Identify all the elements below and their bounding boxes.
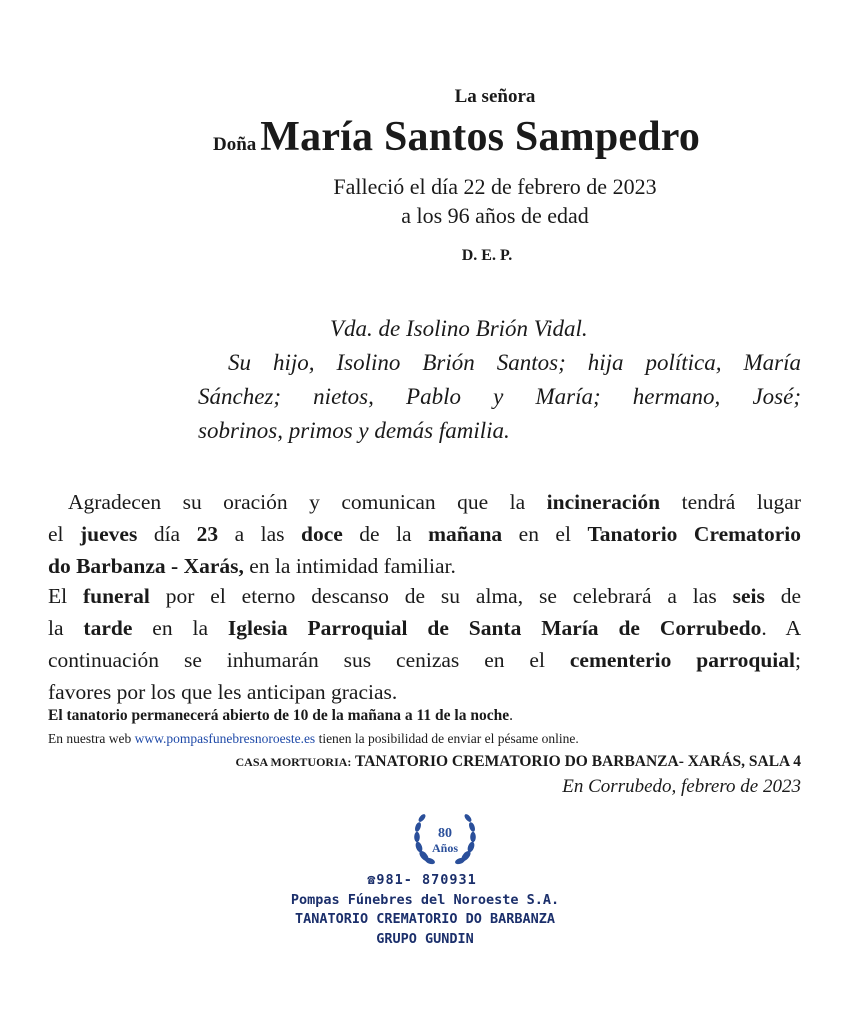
text: Agradecen su oración y comunican que la [68,490,547,514]
announcement-line-1 [48,486,801,518]
announcement-line-2 [48,518,801,550]
rip-abbrev: D. E. P. [461,247,513,264]
text: en el [502,522,588,546]
funeral-home-label: CASA MORTUORIA: [235,755,352,769]
text-bold: incineración [546,490,661,514]
text: el [48,522,81,546]
text: tendrá lugar [660,490,801,514]
text: El [48,584,83,608]
text-bold: mañana [428,522,503,546]
text: de [764,584,801,608]
text: a las [218,522,301,546]
text-bold: Tanatorio Crematorio [587,522,801,546]
text: en la [132,616,228,640]
family-line-3: Sánchez; nietos, Pablo y María; hermano, José; [198,384,801,409]
text-bold: cementerio parroquial [569,648,796,672]
funeral-home-line [0,753,801,771]
text: la [48,616,84,640]
text: día [137,522,197,546]
place-and-date: En Corrubedo, febrero de 2023 [562,776,801,797]
phone-number: 981- 870931 [376,872,477,888]
text: ; [795,648,801,672]
text: . A [761,616,801,640]
text-bold: do Barbanza - Xarás, [48,554,244,578]
announcement-line-7: favores por los que les anticipan gracias. [48,680,398,704]
web-condolence-line [48,731,579,747]
announcement-line-6 [48,644,801,676]
text-bold: funeral [82,584,150,608]
phone-line [0,872,850,888]
text-bold: El tanatorio permanecerá abierto de 10 de la mañana a 11 de la noche [48,707,510,724]
family-line-1: Vda. de Isolino Brión Vidal. [330,316,588,341]
date-of-death: Falleció el día 22 de febrero de 2023 [333,174,657,199]
text: En nuestra web [48,731,135,746]
tanatorio-hours [48,707,513,725]
announcement-line-3 [48,550,801,582]
family-line-2: Su hijo, Isolino Brión Santos; hija política, María [228,350,801,375]
logo-text: Años [431,841,459,855]
text: en la intimidad familiar. [243,554,456,578]
family-line-4: sobrinos, primos y demás familia. [198,418,510,443]
laurel-wreath-icon [410,806,480,876]
text-bold: 23 [196,522,219,546]
text: . [509,707,513,724]
text-bold: tarde [83,616,133,640]
honorific: Doña [213,134,257,155]
tanatorio-name: TANATORIO CREMATORIO DO BARBANZA [294,911,556,927]
80-years-laurel-logo [410,806,480,876]
logo-number: 80 [438,826,452,841]
text: tienen la posibilidad de enviar el pésame online. [315,731,579,746]
deceased-name-line [213,113,700,161]
text-bold: Iglesia Parroquial de Santa María de Corrubedo [227,616,762,640]
text-bold: doce [301,522,343,546]
announcement-line-4 [48,580,801,612]
group-name: GRUPO GUNDIN [376,931,474,947]
announcement-line-5 [48,612,801,644]
text: por el eterno descanso de su alma, se celebrará a las [149,584,733,608]
text: de la [342,522,429,546]
age-at-death: a los 96 años de edad [401,203,589,228]
deceased-name: María Santos Sampedro [260,114,701,160]
website-link[interactable]: www.pompasfunebresnoroeste.es [134,731,316,746]
title-la-senora: La señora [454,86,536,107]
text-bold: jueves [80,522,138,546]
text-bold: seis [732,584,765,608]
text: continuación se inhumarán sus cenizas en el [48,648,570,672]
phone-icon: ☎ [367,872,377,888]
funeral-home-value: TANATORIO CREMATORIO DO BARBANZA- XARÁS, SALA 4 [351,753,801,770]
company-name: Pompas Fúnebres del Noroeste S.A. [290,892,560,908]
